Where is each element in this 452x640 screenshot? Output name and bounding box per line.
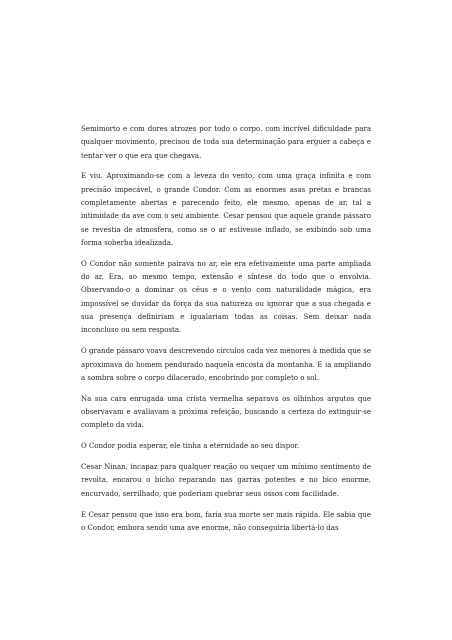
paragraph: E viu. Aproximando-se com a leveza do vento, com uma graça infinita e com precisão impecável, o grande Condor. Com as enormes asas pretas e brancas completamente abertas e parecendo feito, ele mesmo, apenas de ar, tal a intimidade da ave com o seu ambiente. Cesar pensou que aquele grande pássaro se revestia de atmosfera, como se o ar estivesse inflado, se exibindo sob uma forma soberba idealizada. xyxy=(81,172,371,247)
paragraph: Cesar Ninan, incapaz para qualquer reação ou sequer um mínimo sentimento de revolta, encarou o bicho reparando nas garras potentes e no bico enorme, encurvado, serrilhado, que poderiam quebrar seus ossos com facilidade. xyxy=(81,463,371,498)
paragraph: E Cesar pensou que isso era bom, faria sua morte ser mais rápida. Ele sabia que o Condor, embora sendo uma ave enorme, não conseguiria libertá-lo das xyxy=(81,510,371,532)
paragraph: O Condor não somente pairava no ar, ele era efetivamente uma parte ampliada do ar. Era, ao mesmo tempo, extensão e síntese do todo que o envolvia. Observando-o a dominar os céus e o vento com naturalidade mágica, era impossível se duvidar da força da sua natureza ou ignorar que a sua chegada e sua presença definiriam e igualariam todas as coisas. Sem deixar nada inconcluso ou sem resposta. xyxy=(81,259,371,335)
paragraph: Semimorto e com dores atrozes por todo o corpo, com incrível dificuldade para qualquer movimento, precisou de toda sua determinação para erguer a cabeça e tentar ver o que era que chegava. xyxy=(81,125,371,160)
body-text xyxy=(81,123,371,535)
paragraph: O Condor podia esperar, ele tinha a eternidade ao seu dispor. xyxy=(81,442,300,451)
paragraph: O grande pássaro voava descrevendo círculos cada vez menores à medida que se aproximava do homem pendurado naquela encosta da montanha. E ia ampliando a sombra sobre o corpo dilacerado, encobrindo por completo o sol. xyxy=(81,347,371,382)
paragraph: Na sua cara enrugada uma crista vermelha separava os olhinhos argutos que observavam e avaliavam a próxima refeição, buscando a certeza do extinguir-se completo da vida. xyxy=(81,394,371,430)
